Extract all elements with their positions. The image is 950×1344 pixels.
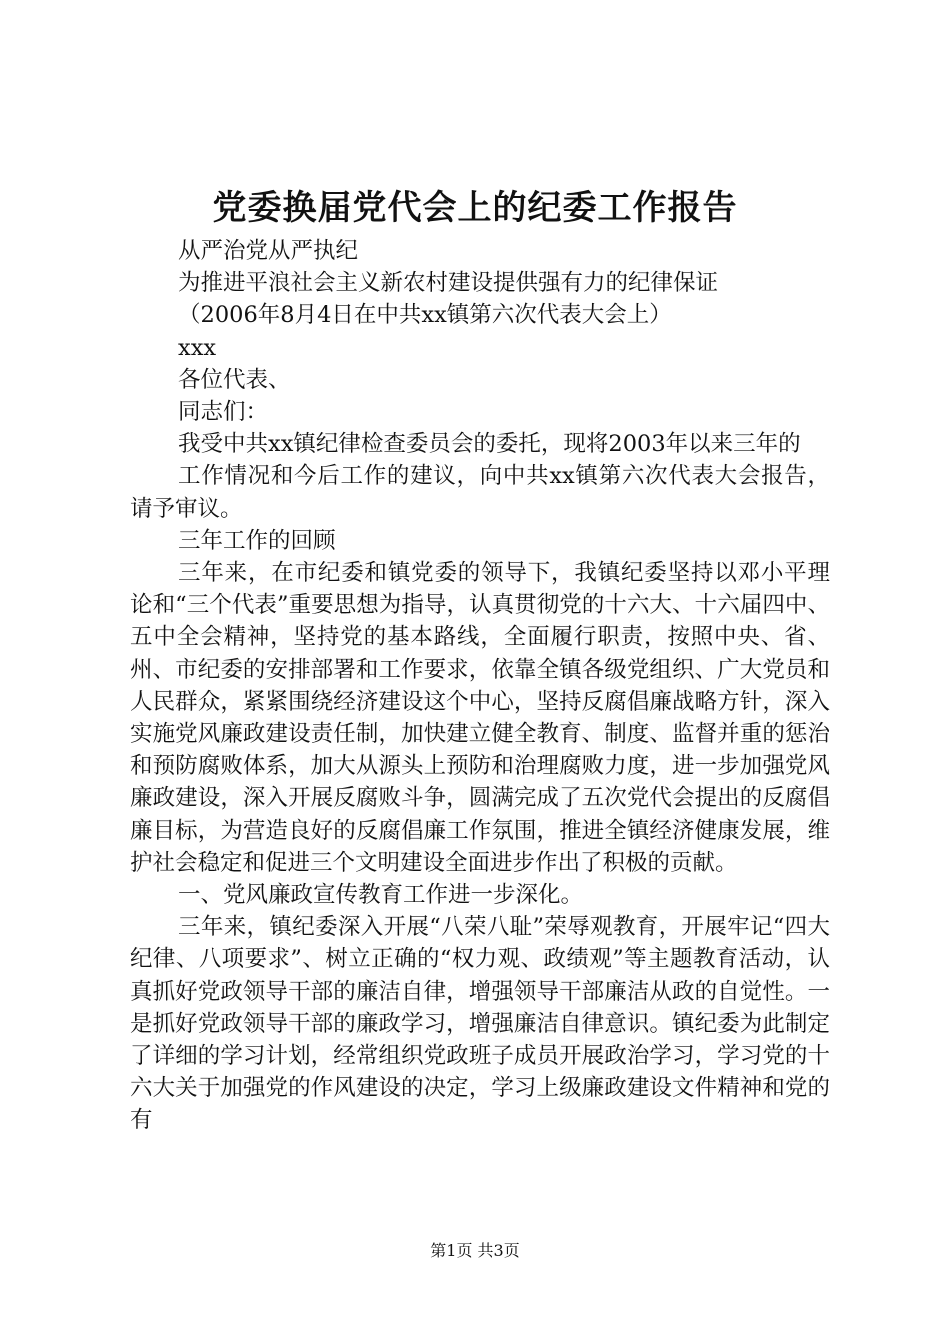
section-heading: 一、党风廉政宣传教育工作进一步深化。 xyxy=(178,882,584,909)
salutation-line: 同志们： xyxy=(178,399,269,426)
author-line: xxx xyxy=(178,334,217,361)
date-line: （2006年8月4日在中共xx镇第六次代表大会上） xyxy=(178,302,672,329)
subtitle-line: 为推进平浪社会主义新农村建设提供强有力的纪律保证 xyxy=(178,270,719,297)
body-paragraph: 三年来，镇纪委深入开展“八荣八耻”荣辱观教育，开展牢记“四大纪律、八项要求”、树立正确的“权力观、政绩观”等主题教育活动，认真抓好党政领导干部的廉洁自律，增强领导干部廉洁从政的自觉性。一是抓好党政领导干部的廉政学习，增强廉洁自律意识。镇纪委为此制定了详细的学习计划，经常组织党政班子成员开展政治学习，学习党的十六大关于加强党的作风建设的决定，学习上级廉政建设文件精神和党的有 xyxy=(130,914,830,1134)
body-paragraph: 三年来，在市纪委和镇党委的领导下，我镇纪委坚持以邓小平理论和“三个代表”重要思想为指导，认真贯彻党的十六大、十六届四中、五中全会精神，坚持党的基本路线，全面履行职责，按照中央、省、州、市纪委的安排部署和工作要求，依靠全镇各级党组织、广大党员和人民群众，紧紧围绕经济建设这个中心，坚持反腐倡廉战略方针，深入实施党风廉政建设责任制，加快建立健全教育、制度、监督并重的惩治和预防腐败体系，加大从源头上预防和治理腐败力度，进一步加强党风廉政建设，深入开展反腐败斗争，圆满完成了五次党代会提出的反腐倡廉目标，为营造良好的反腐倡廉工作氛围，推进全镇经济健康发展，维护社会稳定和促进三个文明建设全面进步作出了积极的贡献。 xyxy=(130,560,830,876)
subtitle-line: 从严治党从严执纪 xyxy=(178,238,359,264)
document-title: 党委换届党代会上的纪委工作报告 xyxy=(212,188,738,228)
page-footer: 第1页 共3页 xyxy=(430,1241,520,1260)
section-heading: 三年工作的回顾 xyxy=(178,527,336,554)
body-paragraph: 工作情况和今后工作的建议，向中共xx镇第六次代表大会报告，请予审议。 xyxy=(130,463,830,522)
document-body xyxy=(130,235,830,1137)
salutation-line: 各位代表、 xyxy=(178,366,291,393)
body-paragraph: 我受中共xx镇纪律检查委员会的委托，现将2003年以来三年的 xyxy=(178,431,801,458)
